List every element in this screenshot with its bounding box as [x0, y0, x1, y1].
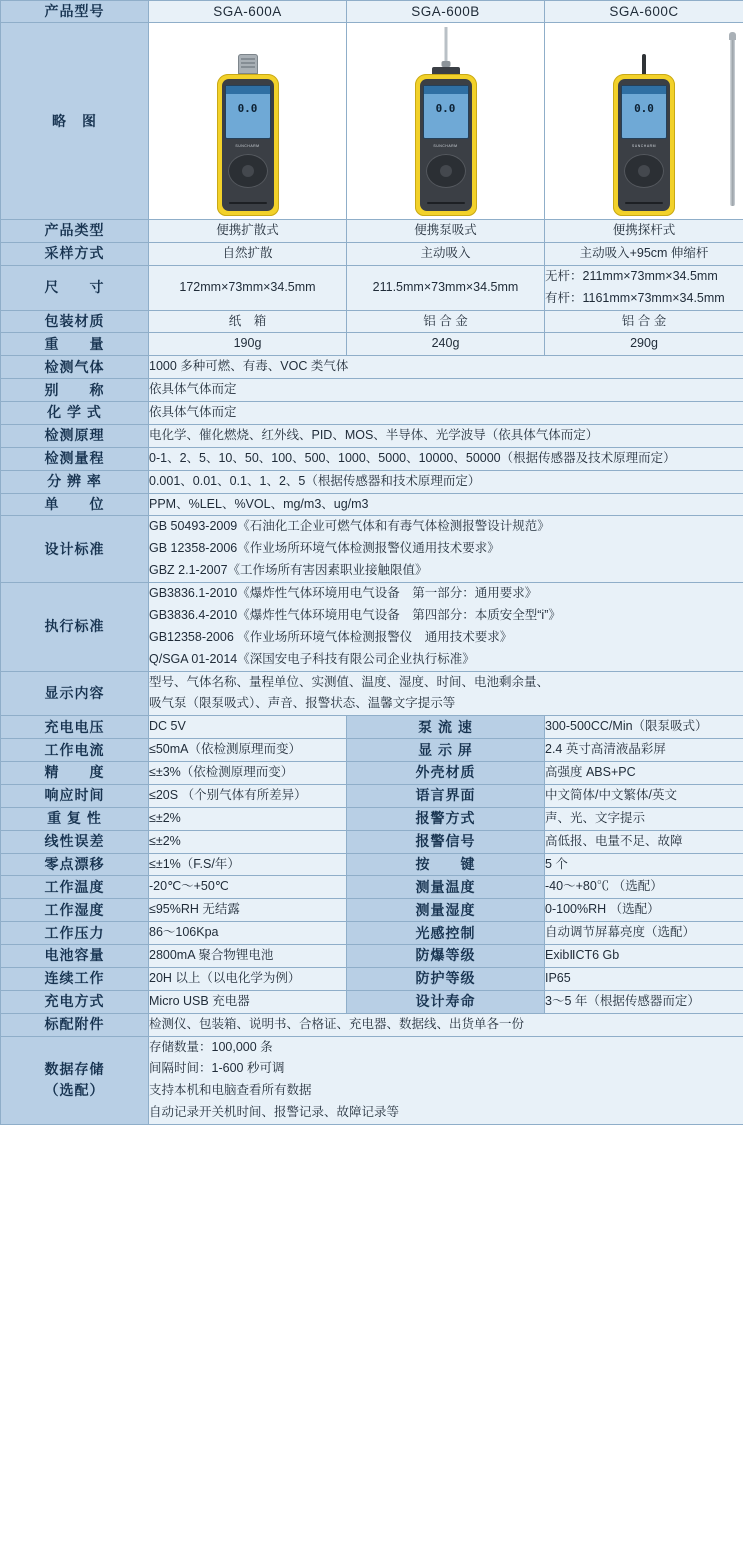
row-label-continuous-work: 连续工作	[1, 967, 149, 990]
row-label-battery-capacity: 电池容量	[1, 945, 149, 968]
row-label-working-temp: 工作温度	[1, 876, 149, 899]
data-storage-label-line2: （选配）	[44, 1082, 105, 1099]
keys-value: 5 个	[545, 853, 743, 876]
exec-standard-value	[149, 583, 743, 672]
exec-standard-line2: GB3836.4-2010《爆炸性气体环境用电气设备 第四部分：本质安全型“i”》	[149, 607, 561, 622]
detect-gas-value: 1000 多种可燃、有毒、VOC 类气体	[149, 356, 743, 379]
detector-body-a	[217, 74, 279, 216]
table-row-alias	[1, 379, 743, 402]
table-row-repeatability	[1, 807, 743, 830]
response-time-value: ≤20S （个别气体有所差异）	[149, 784, 347, 807]
row-label-formula: 化 学 式	[1, 402, 149, 425]
display-content-line1: 型号、气体名称、量程单位、实测值、温度、湿度、时间、电池剩余量、	[149, 674, 550, 689]
brand-text-a: SUNCHARM	[235, 144, 260, 148]
linear-error-value: ≤±2%	[149, 830, 347, 853]
table-row-working-current	[1, 739, 743, 762]
row-label-data-storage	[1, 1036, 149, 1125]
row-label-product-type: 产品类型	[1, 220, 149, 243]
charge-method-value: Micro USB 充电器	[149, 990, 347, 1013]
size-c	[545, 265, 743, 310]
alias-value: 依具体气体而定	[149, 379, 743, 402]
table-row-charge-method	[1, 990, 743, 1013]
product-type-c: 便携探杆式	[545, 220, 743, 243]
row-label-principle: 检测原理	[1, 424, 149, 447]
data-storage-label-line1: 数据存储	[44, 1061, 105, 1078]
device-image-c	[545, 23, 743, 220]
row-label-diagram: 略 图	[1, 23, 149, 220]
design-life-value: 3～5 年（根据传感器而定）	[545, 990, 743, 1013]
row-label-model: 产品型号	[1, 1, 149, 23]
weight-c: 290g	[545, 333, 743, 356]
row-label-design-standard: 设计标准	[1, 516, 149, 583]
brand-text-b: SUNCHARM	[433, 144, 458, 148]
battery-capacity-value: 2800mA 聚合物锂电池	[149, 945, 347, 968]
shell-material-value: 高强度 ABS+PC	[545, 762, 743, 785]
table-row-accessories	[1, 1013, 743, 1036]
row-label-pump-flow: 泵 流 速	[347, 716, 545, 739]
row-label-working-current: 工作电流	[1, 739, 149, 762]
resolution-value: 0.001、0.01、0.1、1、2、5（根据传感器和技术原理而定）	[149, 470, 743, 493]
protection-grade-value: IP65	[545, 967, 743, 990]
probe-connector-icon	[642, 54, 646, 76]
display-screen-value: 2.4 英寸高清液晶彩屏	[545, 739, 743, 762]
table-row-unit	[1, 493, 743, 516]
working-current-value: ≤50mA（依检测原理而变）	[149, 739, 347, 762]
data-storage-line4: 自动记录开关机时间、报警记录、故障记录等	[149, 1105, 400, 1120]
table-row-resolution	[1, 470, 743, 493]
table-row-detect-gas	[1, 356, 743, 379]
charge-voltage-value: DC 5V	[149, 716, 347, 739]
package-material-c: 铝 合 金	[545, 310, 743, 333]
row-label-detect-gas: 检测气体	[1, 356, 149, 379]
screen-reading-a: 0.0	[237, 102, 258, 115]
language-value: 中文简体/中文繁体/英文	[545, 784, 743, 807]
row-label-response-time: 响应时间	[1, 784, 149, 807]
principle-value: 电化学、催化燃烧、红外线、PID、MOS、半导体、光学波导（依具体气体而定）	[149, 424, 743, 447]
table-row-response-time	[1, 784, 743, 807]
weight-a: 190g	[149, 333, 347, 356]
row-label-design-life: 设计寿命	[347, 990, 545, 1013]
row-label-display-screen: 显 示 屏	[347, 739, 545, 762]
model-c: SGA-600C	[545, 1, 743, 23]
model-a: SGA-600A	[149, 1, 347, 23]
measure-temp-value: -40～+80℃ （选配）	[545, 876, 743, 899]
unit-value: PPM、%LEL、%VOL、mg/m3、ug/m3	[149, 493, 743, 516]
accessories-value: 检测仪、包装箱、说明书、合格证、充电器、数据线、出货单各一份	[149, 1013, 743, 1036]
table-row-display-content	[1, 671, 743, 716]
table-row-working-humidity	[1, 899, 743, 922]
row-label-display-content: 显示内容	[1, 671, 149, 716]
row-label-language: 语言界面	[347, 784, 545, 807]
extension-probe-icon	[730, 38, 735, 206]
table-row-accuracy	[1, 762, 743, 785]
table-row-diagram	[1, 23, 743, 220]
row-label-explosion-grade: 防爆等级	[347, 945, 545, 968]
table-row-charge-voltage	[1, 716, 743, 739]
row-label-alias: 别 称	[1, 379, 149, 402]
row-label-protection-grade: 防护等级	[347, 967, 545, 990]
light-control-value: 自动调节屏幕亮度（选配）	[545, 922, 743, 945]
detector-body-b	[415, 74, 477, 216]
accuracy-value: ≤±3%（依检测原理而变）	[149, 762, 347, 785]
working-pressure-value: 86～106Kpa	[149, 922, 347, 945]
row-label-measure-humidity: 测量湿度	[347, 899, 545, 922]
row-label-charge-voltage: 充电电压	[1, 716, 149, 739]
row-label-unit: 单 位	[1, 493, 149, 516]
size-c-line2: 有杆：1161mm×73mm×34.5mm	[545, 290, 725, 305]
table-row-formula	[1, 402, 743, 425]
table-row-range	[1, 447, 743, 470]
row-label-accuracy: 精 度	[1, 762, 149, 785]
device-image-b	[347, 23, 545, 220]
alarm-mode-value: 声、光、文字提示	[545, 807, 743, 830]
table-row-working-pressure	[1, 922, 743, 945]
table-row-principle	[1, 424, 743, 447]
design-standard-line2: GB 12358-2006《作业场所环境气体检测报警仪通用技术要求》	[149, 541, 500, 556]
table-row-linear-error	[1, 830, 743, 853]
row-label-light-control: 光感控制	[347, 922, 545, 945]
row-label-measure-temp: 测量温度	[347, 876, 545, 899]
product-type-b: 便携泵吸式	[347, 220, 545, 243]
diffusion-cap-icon	[238, 54, 258, 74]
row-label-charge-method: 充电方式	[1, 990, 149, 1013]
design-standard-line1: GB 50493-2009《石油化工企业可燃气体和有毒气体检测报警设计规范》	[149, 519, 550, 534]
sampling-b: 主动吸入	[347, 242, 545, 265]
alarm-signal-value: 高低报、电量不足、故障	[545, 830, 743, 853]
exec-standard-line3: GB12358-2006 《作业场所环境气体检测报警仪 通用技术要求》	[149, 629, 513, 644]
row-label-repeatability: 重 复 性	[1, 807, 149, 830]
screen-reading-b: 0.0	[435, 102, 456, 115]
table-row-exec-standard	[1, 583, 743, 672]
design-standard-line3: GBZ 2.1-2007《工作场所有害因素职业接触限值》	[149, 563, 428, 578]
table-row-battery-capacity	[1, 945, 743, 968]
pump-inlet-icon	[444, 27, 447, 67]
table-row-weight	[1, 333, 743, 356]
size-b: 211.5mm×73mm×34.5mm	[347, 265, 545, 310]
working-humidity-value: ≤95%RH 无结露	[149, 899, 347, 922]
formula-value: 依具体气体而定	[149, 402, 743, 425]
table-row-design-standard	[1, 516, 743, 583]
data-storage-line2: 间隔时间：1-600 秒可调	[149, 1061, 285, 1076]
table-row-zero-drift	[1, 853, 743, 876]
data-storage-value	[149, 1036, 743, 1125]
measure-humidity-value: 0-100%RH （选配）	[545, 899, 743, 922]
weight-b: 240g	[347, 333, 545, 356]
size-c-line1: 无杆：211mm×73mm×34.5mm	[545, 268, 718, 283]
table-row-working-temp	[1, 876, 743, 899]
table-row-size	[1, 265, 743, 310]
size-a: 172mm×73mm×34.5mm	[149, 265, 347, 310]
row-label-accessories: 标配附件	[1, 1013, 149, 1036]
package-material-b: 铝 合 金	[347, 310, 545, 333]
working-temp-value: -20℃～+50℃	[149, 876, 347, 899]
explosion-grade-value: ExibⅡCT6 Gb	[545, 945, 743, 968]
sampling-a: 自然扩散	[149, 242, 347, 265]
screen-reading-c: 0.0	[634, 102, 654, 115]
table-row-model	[1, 1, 743, 23]
display-content-line2: 吸气泵（限泵吸式）、声音、报警状态、温馨文字提示等	[149, 696, 456, 711]
range-value: 0-1、2、5、10、50、100、500、1000、5000、10000、50000（根据传感器及技术原理而定）	[149, 447, 743, 470]
table-row-data-storage	[1, 1036, 743, 1125]
exec-standard-line1: GB3836.1-2010《爆炸性气体环境用电气设备 第一部分：通用要求》	[149, 586, 538, 600]
model-b: SGA-600B	[347, 1, 545, 23]
row-label-keys: 按 键	[347, 853, 545, 876]
row-label-shell-material: 外壳材质	[347, 762, 545, 785]
product-type-a: 便携扩散式	[149, 220, 347, 243]
table-row-product-type	[1, 220, 743, 243]
table-row-package-material	[1, 310, 743, 333]
repeatability-value: ≤±2%	[149, 807, 347, 830]
table-row-continuous-work	[1, 967, 743, 990]
pump-flow-value: 300-500CC/Min（限泵吸式）	[545, 716, 743, 739]
exec-standard-line4: Q/SGA 01-2014《深国安电子科技有限公司企业执行标准》	[149, 651, 475, 666]
data-storage-line1: 存储数量：100,000 条	[149, 1039, 273, 1054]
row-label-package-material: 包装材质	[1, 310, 149, 333]
brand-text-c: SUNCHARM	[631, 144, 657, 148]
row-label-range: 检测量程	[1, 447, 149, 470]
row-label-exec-standard: 执行标准	[1, 583, 149, 672]
row-label-weight: 重 量	[1, 333, 149, 356]
package-material-a: 纸 箱	[149, 310, 347, 333]
detector-body-c	[613, 74, 675, 216]
pump-base-icon	[432, 67, 460, 74]
row-label-zero-drift: 零点漂移	[1, 853, 149, 876]
row-label-sampling: 采样方式	[1, 242, 149, 265]
row-label-size: 尺 寸	[1, 265, 149, 310]
design-standard-value	[149, 516, 743, 583]
zero-drift-value: ≤±1%（F.S/年）	[149, 853, 347, 876]
continuous-work-value: 20H 以上（以电化学为例）	[149, 967, 347, 990]
table-row-sampling	[1, 242, 743, 265]
device-image-a	[149, 23, 347, 220]
row-label-resolution: 分 辨 率	[1, 470, 149, 493]
data-storage-line3: 支持本机和电脑查看所有数据	[149, 1083, 312, 1098]
row-label-alarm-signal: 报警信号	[347, 830, 545, 853]
row-label-working-pressure: 工作压力	[1, 922, 149, 945]
display-content-value	[149, 671, 743, 716]
row-label-alarm-mode: 报警方式	[347, 807, 545, 830]
sampling-c: 主动吸入+95cm 伸缩杆	[545, 242, 743, 265]
row-label-working-humidity: 工作湿度	[1, 899, 149, 922]
row-label-linear-error: 线性误差	[1, 830, 149, 853]
